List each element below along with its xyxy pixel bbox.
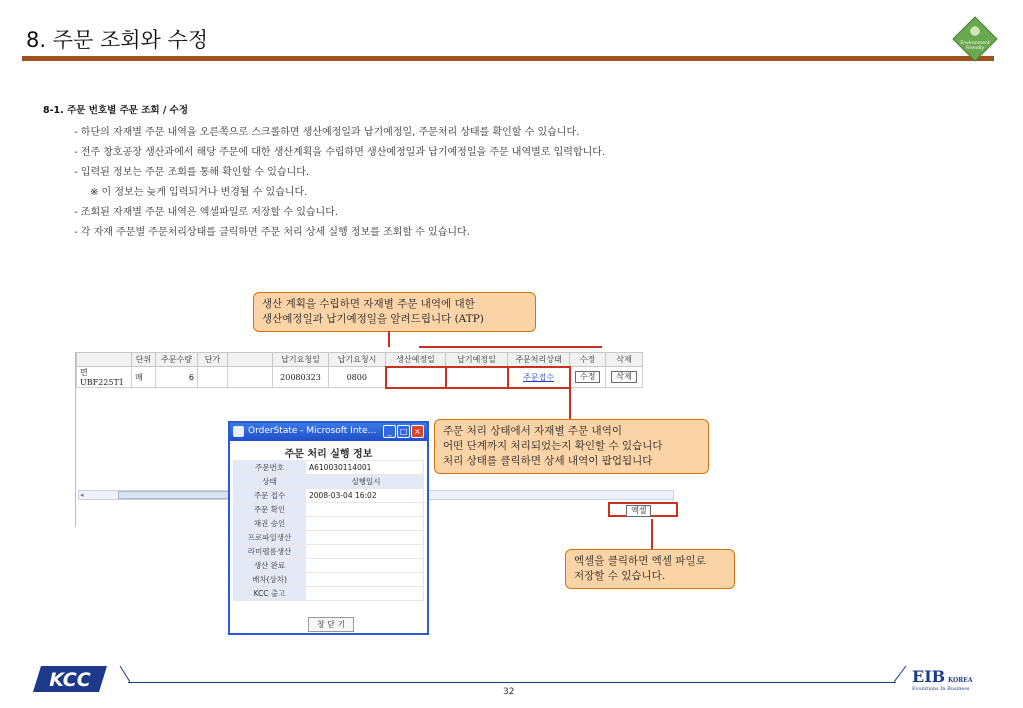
order-status-link[interactable]: 주문접수 (523, 372, 554, 382)
bullet-note: ※ 이 정보는 늦게 입력되거나 변경될 수 있습니다. (90, 187, 308, 198)
cell-blank (228, 367, 273, 388)
cell-delete (606, 367, 643, 388)
popup-key: KCC 출고 (234, 587, 306, 601)
cell-prod-date (386, 367, 446, 388)
popup-row (234, 489, 424, 503)
col-header-qty: 주문수량 (156, 353, 198, 367)
cell-due-time: 0800 (329, 367, 386, 388)
cell-delivery-date (446, 367, 508, 388)
table-row (77, 367, 643, 388)
page-number: 32 (503, 687, 515, 697)
col-header-prod-date: 생산예정일 (386, 353, 446, 367)
edit-button[interactable]: 수정 (575, 371, 600, 383)
eib-logo-suffix: KOREA (948, 677, 973, 684)
popup-value (306, 503, 424, 517)
cell-qty: 6 (156, 367, 198, 388)
title-divider (22, 56, 994, 61)
popup-row (234, 503, 424, 517)
footer-line-right-slant (894, 664, 908, 684)
popup-value (306, 517, 424, 531)
delete-button[interactable]: 삭제 (611, 371, 636, 383)
bullet-1: - 하단의 자재별 주문 내역을 오른쪽으로 스크롤하면 생산예정일과 납기예정일, 주문처리 상태를 확인할 수 있습니다. (74, 127, 580, 138)
close-icon[interactable]: × (411, 425, 424, 438)
kcc-logo (33, 664, 107, 698)
col-header-delete: 삭제 (606, 353, 643, 367)
popup-row (234, 587, 424, 601)
atp-connector (388, 331, 390, 347)
footer-divider (128, 682, 896, 683)
order-grid (76, 352, 643, 389)
col-header-price: 단가 (198, 353, 228, 367)
minimize-icon[interactable]: _ (383, 425, 396, 438)
excel-callout (565, 549, 735, 589)
popup-key: 프로파일생산 (234, 531, 306, 545)
badge-text-2: Friendly (965, 46, 985, 51)
ie-window-icon (233, 426, 244, 437)
popup-row (234, 517, 424, 531)
popup-row (234, 461, 424, 475)
atp-callout (253, 292, 536, 332)
popup-row (234, 559, 424, 573)
popup-value (306, 587, 424, 601)
bullet-3: - 입력된 정보는 주문 조회를 통해 확인할 수 있습니다. (74, 167, 310, 178)
popup-row (234, 475, 424, 489)
popup-key: 주문번호 (234, 461, 306, 475)
cell-unit: 매 (132, 367, 156, 388)
popup-key: 상태 (234, 475, 306, 489)
col-header-status: 주문처리상태 (508, 353, 570, 367)
excel-button[interactable]: 엑셀 (626, 505, 651, 517)
page-title: 8. 주문 조회와 수정 (26, 28, 209, 52)
bullet-2: - 전주 창호공장 생산과에서 해당 주문에 대한 생산계획을 수립하면 생산예정일과 납기예정일을 주문 내역별로 입력합니다. (74, 147, 606, 158)
popup-value (306, 573, 424, 587)
popup-row (234, 545, 424, 559)
popup-key: 채권 승인 (234, 517, 306, 531)
col-header-delivery-date: 납기예정일 (446, 353, 508, 367)
status-connector (569, 386, 571, 420)
popup-key: 주문 접수 (234, 489, 306, 503)
col-header-item (77, 353, 132, 367)
col-header-due-time: 납기요청시 (329, 353, 386, 367)
popup-info-table (233, 460, 424, 601)
environment-friendly-badge-icon (952, 16, 998, 62)
excel-callout-line2: 저장할 수 있습니다. (574, 570, 666, 582)
order-state-popup (228, 421, 429, 635)
bullet-5: - 각 자재 주문별 주문처리상태를 클릭하면 주문 처리 상세 실행 정보를 조회할 수 있습니다. (74, 227, 470, 238)
cell-due-date: 20080323 (273, 367, 329, 388)
popup-row (234, 573, 424, 587)
cell-edit (570, 367, 606, 388)
eib-logo (910, 664, 988, 698)
atp-callout-line1: 생산 계획을 수립하면 자재별 주문 내역에 대한 (262, 298, 475, 310)
popup-value: A610030114001 (306, 461, 424, 475)
eib-logo-tagline: Evolutions In Business (912, 686, 970, 692)
atp-connector-bar (419, 346, 602, 348)
status-callout (434, 419, 709, 474)
popup-window-title: OrderState - Microsoft Inte... (248, 426, 377, 436)
maximize-icon[interactable]: □ (397, 425, 410, 438)
popup-key: 배차(상차) (234, 573, 306, 587)
popup-value: 실행일시 (306, 475, 424, 489)
status-callout-line2: 어떤 단계까지 처리되었는지 확인할 수 있습니다 (443, 440, 663, 452)
atp-callout-line2: 생산예정일과 납기예정일을 알려드립니다 (ATP) (262, 313, 484, 325)
close-window-button[interactable]: 창 닫 기 (308, 617, 354, 632)
kcc-logo-text: KCC (49, 669, 91, 691)
status-callout-line1: 주문 처리 상태에서 자재별 주문 내역이 (443, 425, 622, 437)
popup-value: 2008-03-04 16:02 (306, 489, 424, 503)
popup-key: 라미펠름생산 (234, 545, 306, 559)
excel-callout-line1: 엑셀을 클릭하면 엑셀 파일로 (574, 555, 706, 567)
status-callout-line3: 처리 상태를 클릭하면 상세 내역이 팝업됩니다 (443, 455, 653, 467)
popup-key: 주문 확인 (234, 503, 306, 517)
badge-text-1: Environment (960, 41, 990, 46)
popup-heading: 주문 처리 실행 정보 (284, 449, 373, 460)
scroll-left-arrow-icon[interactable]: ◂ (80, 491, 84, 499)
excel-connector (651, 519, 653, 550)
grid-header-row (77, 353, 643, 367)
col-header-unit: 단위 (132, 353, 156, 367)
scrollbar-thumb[interactable] (118, 491, 238, 499)
cell-status (508, 367, 570, 388)
popup-value (306, 531, 424, 545)
popup-value (306, 559, 424, 573)
section-heading: 8-1. 주문 번호별 주문 조회 / 수정 (43, 105, 189, 116)
cell-item: 면 UBF225T1 (77, 367, 132, 388)
popup-row (234, 531, 424, 545)
eib-logo-text: EIB (912, 667, 946, 686)
col-header-edit: 수정 (570, 353, 606, 367)
footer-line-left-slant (118, 664, 130, 684)
popup-value (306, 545, 424, 559)
col-header-due-date: 납기요청일 (273, 353, 329, 367)
col-header-blank (228, 353, 273, 367)
popup-key: 생산 완료 (234, 559, 306, 573)
cell-price (198, 367, 228, 388)
bullet-4: - 조회된 자재별 주문 내역은 엑셀파일로 저장할 수 있습니다. (74, 207, 339, 218)
